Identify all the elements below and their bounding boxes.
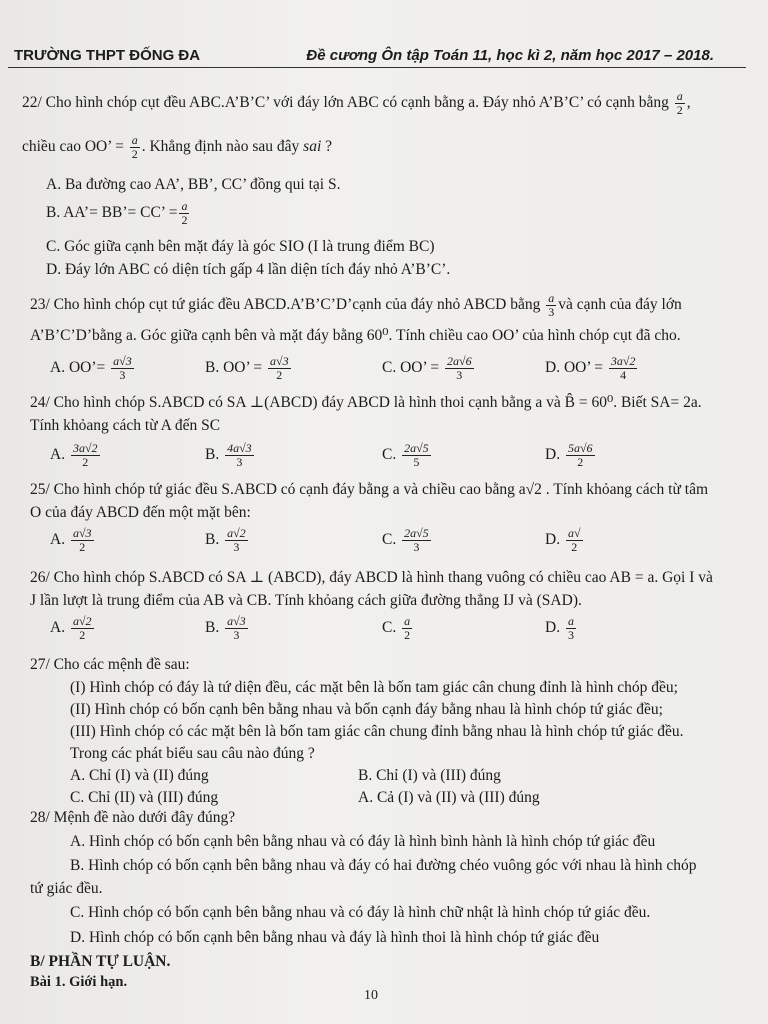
- q25-line1: 25/ Cho hình chóp tứ giác đều S.ABCD có cạnh đáy bằng a và chiều cao bằng a√2 . Tính khỏang cách từ tâm: [30, 481, 709, 498]
- page-number: 10: [364, 988, 378, 1003]
- q28-option-b-line2: tứ giác đều.: [30, 880, 103, 897]
- course-title: Đề cương Ôn tập Toán 11, học kì 2, năm học 2017 – 2018.: [306, 47, 714, 64]
- q25-option-b: B. $\frac{a√2}{3}$: [205, 526, 246, 554]
- q24-option-c: C. $\frac{2a√5}{5}$: [382, 441, 429, 469]
- q22-line1: 22/ Cho hình chóp cụt đều ABC.A’B’C’ với đáy lớn ABC có cạnh bằng a. Đáy nhỏ A’B’C’ có cạnh bằng $\frac{a}{2}$ ,: [22, 89, 691, 117]
- fraction: $\frac{a}{2}$: [676, 89, 683, 117]
- header-rule: [8, 67, 746, 68]
- q26-option-d: D. $\frac{a}{3}$: [545, 614, 574, 642]
- q28-option-a: A. Hình chóp có bốn cạnh bên bằng nhau và có đáy là hình bình hành là hình chóp tứ giác đều: [70, 833, 656, 850]
- q26-option-c: C. $\frac{a}{2}$: [382, 614, 411, 642]
- q25-option-a: A. $\frac{a√3}{2}$: [50, 526, 92, 554]
- q22-line2: chiều cao OO’ = $\frac{a}{2}$ . Khẳng định nào sau đây sai ?: [22, 133, 333, 161]
- q26-option-a: A. $\frac{a√2}{2}$: [50, 614, 92, 642]
- q25-line2: O của đáy ABCD đến một mặt bên:: [30, 504, 251, 521]
- q28-option-c: C. Hình chóp có bốn cạnh bên bằng nhau và có đáy là hình chữ nhật là hình chóp tứ giác đều.: [70, 904, 651, 921]
- section-subtitle: Bài 1. Giới hạn.: [30, 974, 128, 990]
- q22-option-d: D. Đáy lớn ABC có diện tích gấp 4 lần diện tích đáy nhỏ A’B’C’.: [46, 261, 451, 278]
- q27-option-d: A. Cả (I) và (II) và (III) đúng: [358, 789, 540, 806]
- q28-option-b-line1: B. Hình chóp có bốn cạnh bên bằng nhau và đáy có hai đường chéo vuông góc với nhau là hình chóp: [70, 857, 697, 874]
- q23-option-a: A. OO’= $\frac{a√3}{3}$: [50, 354, 132, 382]
- q26-option-b: B. $\frac{a√3}{3}$: [205, 614, 246, 642]
- q23-line1: 23/ Cho hình chóp cụt tứ giác đều ABCD.A’B’C’D’cạnh của đáy nhỏ ABCD bằng $\frac{a}{3}$ và cạnh của đáy lớn: [30, 291, 682, 319]
- q28-line1: 28/ Mệnh đề nào dưới đây đúng?: [30, 809, 236, 826]
- q27-statement-2: (II) Hình chóp có bốn cạnh bên bằng nhau và bốn cạnh đáy bằng nhau là hình chóp tứ giác đều;: [70, 701, 663, 718]
- q28-option-d: D. Hình chóp có bốn cạnh bên bằng nhau và đáy là hình thoi là hình chóp tứ giác đều: [70, 929, 600, 946]
- q27-line1: 27/ Cho các mệnh đề sau:: [30, 656, 190, 673]
- q23-option-d: D. OO’ = $\frac{3a√2}{4}$: [545, 354, 636, 382]
- q24-line2: Tính khỏang cách từ A đến SC: [30, 417, 221, 434]
- q24-line1: 24/ Cho hình chóp S.ABCD có SA ⊥(ABCD) đáy ABCD là hình thoi cạnh bằng a và B̂ = 60⁰. Biết SA= 2a.: [30, 394, 702, 411]
- q23-option-b: B. OO’ = $\frac{a√3}{2}$: [205, 354, 289, 382]
- q27-option-b: B. Chỉ (I) và (III) đúng: [358, 767, 501, 784]
- q23-line2: A’B’C’D’bằng a. Góc giữa cạnh bên và mặt đáy bằng 60⁰. Tính chiều cao OO’ của hình chóp cụt đã cho.: [30, 327, 681, 344]
- q27-option-c: C. Chỉ (II) và (III) đúng: [70, 789, 219, 806]
- q27-question: Trong các phát biểu sau câu nào đúng ?: [70, 745, 315, 762]
- q27-statement-1: (I) Hình chóp có đáy là tứ diện đều, các mặt bên là bốn tam giác cân chung đỉnh là hình chóp đều;: [70, 679, 678, 696]
- q27-statement-3: (III) Hình chóp có các mặt bên là bốn tam giác cân chung đỉnh bằng nhau là hình chóp tứ giác đều.: [70, 723, 684, 740]
- q25-option-d: D. $\frac{a√}{2}$: [545, 526, 581, 554]
- q22-option-a: A. Ba đường cao AA’, BB’, CC’ đồng qui tại S.: [46, 176, 341, 193]
- q25-option-c: C. $\frac{2a√5}{3}$: [382, 526, 429, 554]
- q24-option-b: B. $\frac{4a√3}{3}$: [205, 441, 252, 469]
- q22-option-b: B. AA’= BB’= CC’ = $\frac{a}{2}$: [46, 199, 188, 227]
- q22-option-c: C. Góc giữa cạnh bên mặt đáy là góc SIO (I là trung điểm BC): [46, 238, 435, 255]
- section-title: B/ PHẦN TỰ LUẬN.: [30, 953, 171, 970]
- q26-line1: 26/ Cho hình chóp S.ABCD có SA ⊥ (ABCD), đáy ABCD là hình thang vuông có chiều cao AB = a. Gọi I và: [30, 569, 713, 586]
- q24-option-d: D. $\frac{5a√6}{2}$: [545, 441, 593, 469]
- q26-line2: J lần lượt là trung điểm của AB và CB. Tính khỏang cách giữa đường thẳng IJ và (SAD).: [30, 592, 582, 609]
- q23-option-c: C. OO’ = $\frac{2a√6}{3}$: [382, 354, 472, 382]
- school-name: TRƯỜNG THPT ĐỐNG ĐA: [14, 47, 201, 64]
- q24-option-a: A. $\frac{3a√2}{2}$: [50, 441, 98, 469]
- q27-option-a: A. Chỉ (I) và (II) đúng: [70, 767, 209, 784]
